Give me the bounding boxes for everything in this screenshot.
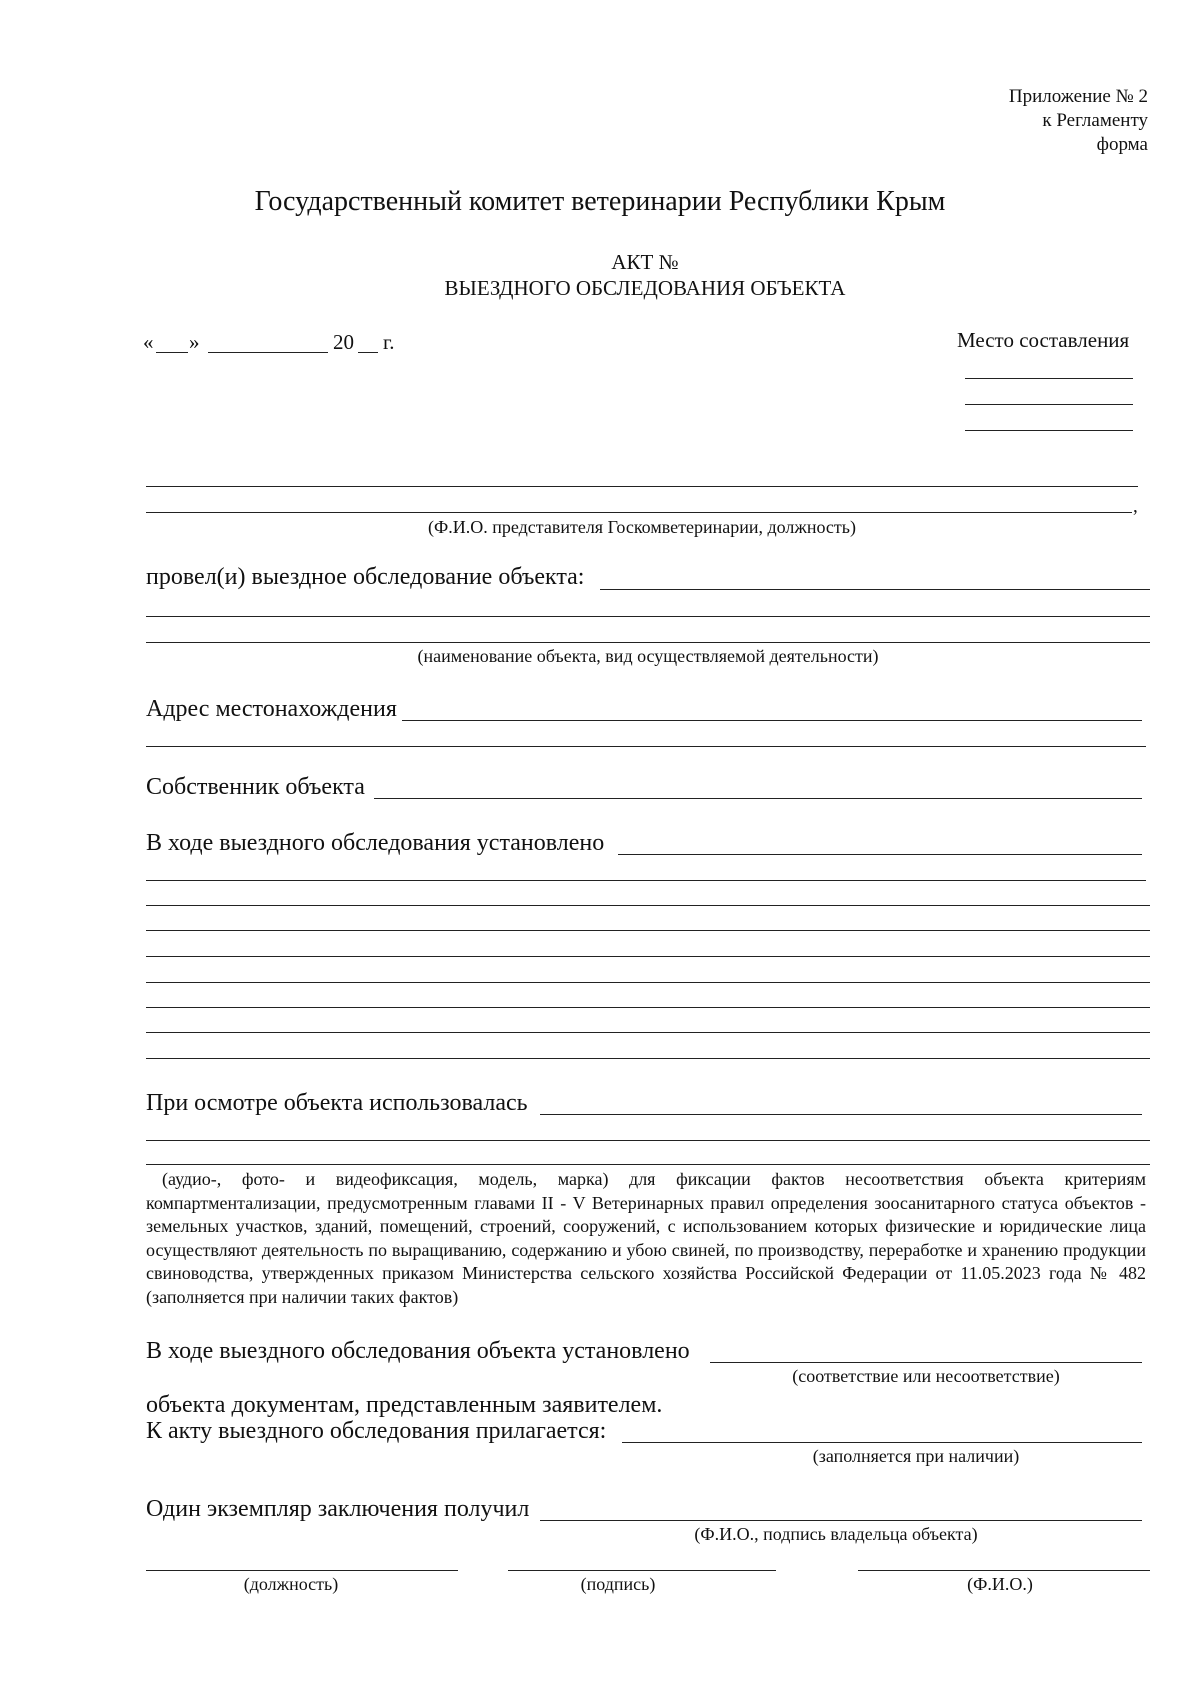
act-title-main: ВЫЕЗДНОГО ОБСЛЕДОВАНИЯ ОБЪЕКТА	[444, 276, 846, 300]
fixation-paragraph: (аудио-, фото- и видеофиксация, модель, марка) для фиксации фактов несоответствия объекта критериям компартментализации, предусмотренным главами II - V Ветеринарных правил определения зоосанитарного статуса объектов - земельных участков, зданий, помещений, строений, сооружений, с использованием которых физические и юридические лица осуществляют деятельность по выращиванию, содержанию и убою свиней, по производству, переработке и хранению продукции свиноводства, утвержденных приказом Министерства сельского хозяйства Российской Федерации от 11.05.2023 года № 482 (заполняется при наличии таких фактов)	[146, 1169, 1146, 1307]
survey-field-3[interactable]	[146, 642, 1150, 643]
signature-sign-caption: (подпись)	[580, 1574, 656, 1594]
organization-title: Государственный комитет ветеринарии Республики Крым	[254, 186, 946, 217]
documents-text: объекта документам, представленным заявителем.	[146, 1392, 663, 1418]
established-field-1[interactable]	[618, 854, 1142, 855]
appendix-line-1: Приложение № 2	[1008, 86, 1148, 107]
compliance-caption: (соответствие или несоответствие)	[792, 1366, 1060, 1386]
survey-label: провел(и) выездное обследование объекта:	[146, 564, 585, 590]
place-field-2[interactable]	[965, 404, 1133, 405]
attached-field[interactable]	[622, 1442, 1142, 1443]
established-field-4[interactable]	[146, 930, 1150, 931]
attached-label: К акту выездного обследования прилагается:	[146, 1418, 607, 1444]
inspection-field-2[interactable]	[146, 1140, 1150, 1141]
date-month-field[interactable]	[208, 352, 328, 353]
inspection-field-1[interactable]	[540, 1114, 1142, 1115]
date-century: 20	[333, 330, 354, 354]
established-field-3[interactable]	[146, 905, 1150, 906]
date-open-quote: «	[143, 330, 154, 354]
object-caption: (наименование объекта, вид осуществляемой деятельности)	[417, 646, 879, 666]
representative-comma: ,	[1133, 496, 1138, 517]
survey-field-2[interactable]	[146, 616, 1150, 617]
date-day-field[interactable]	[156, 352, 188, 353]
representative-field-2[interactable]	[146, 512, 1132, 513]
place-label: Место составления	[957, 328, 1130, 352]
signature-position-caption: (должность)	[243, 1574, 339, 1594]
act-title-number: АКТ №	[611, 250, 679, 274]
date-close-quote: »	[189, 330, 200, 354]
established-field-8[interactable]	[146, 1032, 1150, 1033]
address-field-2[interactable]	[146, 746, 1146, 747]
signature-sign-field[interactable]	[508, 1570, 776, 1571]
address-field-1[interactable]	[402, 720, 1142, 721]
place-field-1[interactable]	[965, 378, 1133, 379]
owner-label: Собственник объекта	[146, 774, 365, 800]
attached-caption: (заполняется при наличии)	[812, 1446, 1020, 1466]
appendix-line-3: форма	[1096, 134, 1148, 155]
owner-field[interactable]	[374, 798, 1142, 799]
inspection-label: При осмотре объекта использовалась	[146, 1090, 528, 1116]
established-field-9[interactable]	[146, 1058, 1150, 1059]
inspection-field-3[interactable]	[146, 1164, 1150, 1165]
date-year-suffix: г.	[383, 330, 395, 354]
compliance-field[interactable]	[710, 1362, 1142, 1363]
appendix-line-2: к Регламенту	[1042, 110, 1148, 131]
copy-caption: (Ф.И.О., подпись владельца объекта)	[694, 1524, 978, 1544]
established-field-2[interactable]	[146, 880, 1146, 881]
copy-field[interactable]	[540, 1520, 1142, 1521]
signature-name-field[interactable]	[858, 1570, 1150, 1571]
established-field-5[interactable]	[146, 956, 1150, 957]
representative-field-1[interactable]	[146, 486, 1138, 487]
compliance-label: В ходе выездного обследования объекта установлено	[146, 1338, 690, 1364]
signature-position-field[interactable]	[146, 1570, 458, 1571]
established-field-6[interactable]	[146, 982, 1150, 983]
date-year-field[interactable]	[358, 352, 378, 353]
representative-caption: (Ф.И.О. представителя Госкомветеринарии, должность)	[428, 517, 856, 537]
survey-field-1[interactable]	[600, 589, 1150, 590]
copy-label: Один экземпляр заключения получил	[146, 1496, 530, 1522]
signature-name-caption: (Ф.И.О.)	[967, 1574, 1033, 1594]
established-field-7[interactable]	[146, 1007, 1150, 1008]
address-label: Адрес местонахождения	[146, 696, 397, 722]
established-label: В ходе выездного обследования установлено	[146, 830, 605, 856]
place-field-3[interactable]	[965, 430, 1133, 431]
